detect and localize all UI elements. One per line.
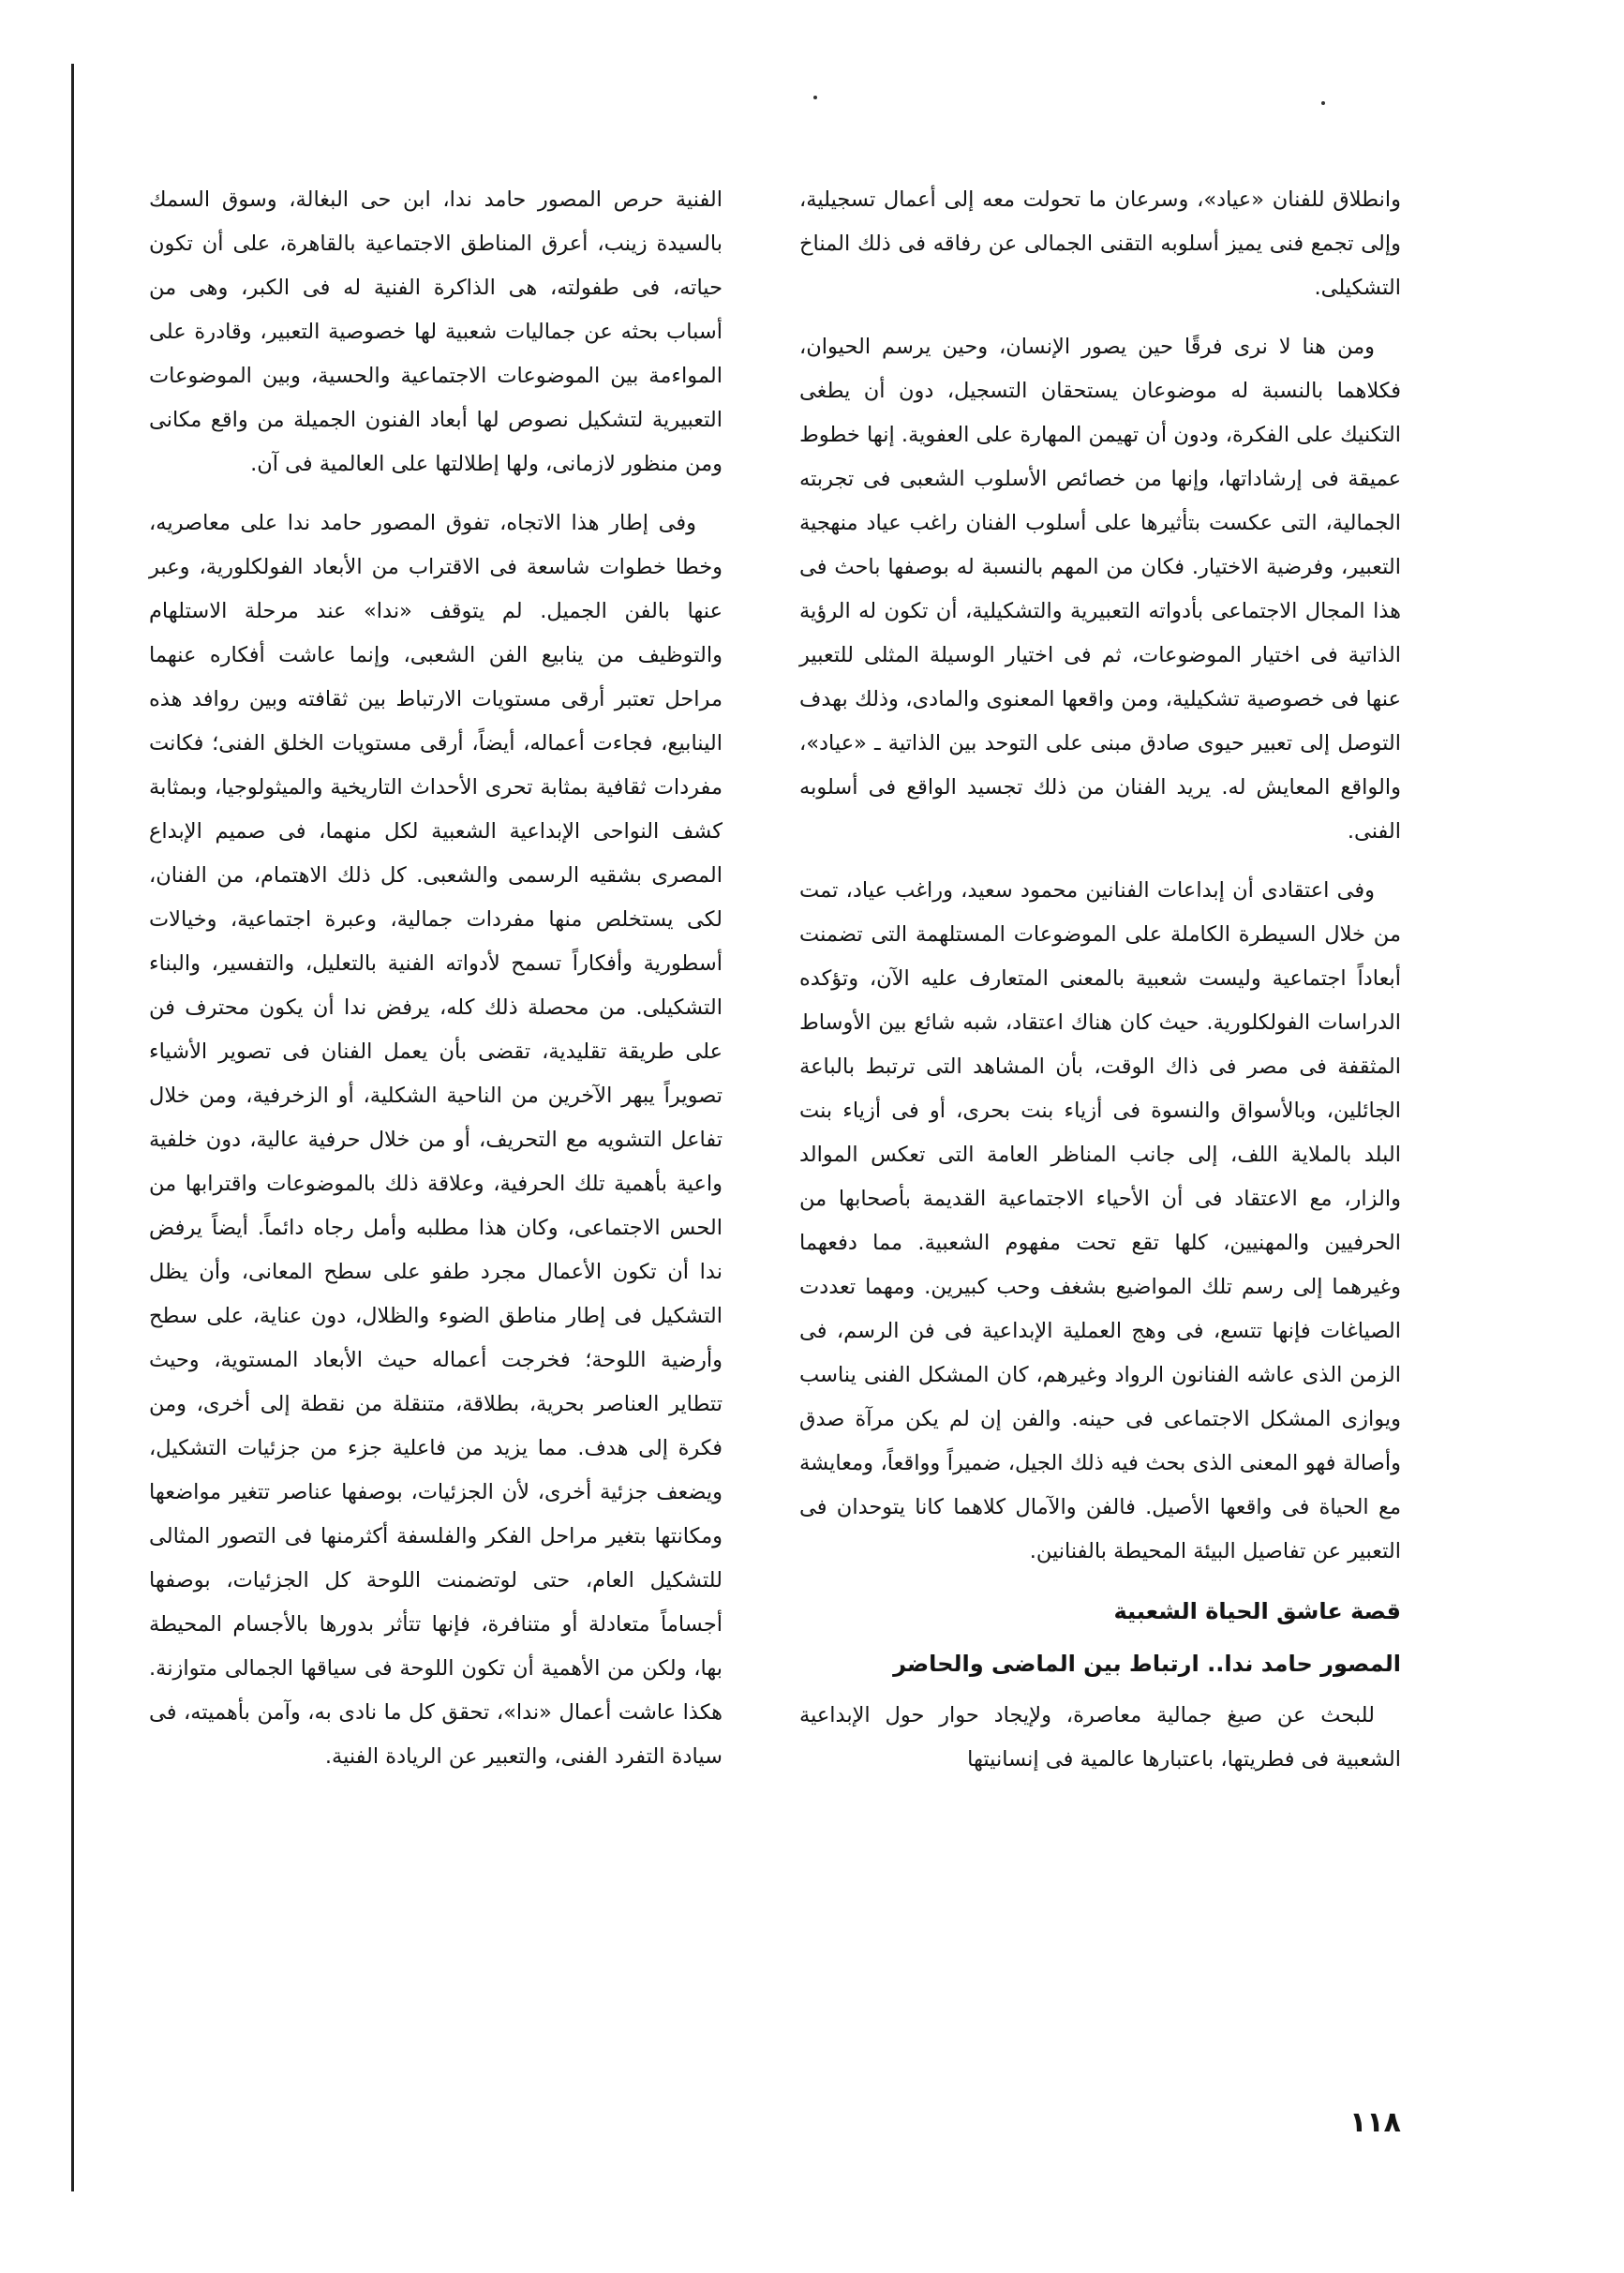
margin-rule [71, 64, 74, 2191]
right-column [799, 178, 1401, 1797]
paragraph: وانطلاق للفنان «عياد»، وسرعان ما تحولت معه إلى أعمال تسجيلية، وإلى تجمع فنى يميز أسلوبه التقنى الجمالى عن رفاقه فى ذلك المناخ التشكيلى. [799, 187, 1401, 300]
scan-speck [1321, 101, 1325, 105]
paragraph: للبحث عن صيغ جمالية معاصرة، ولإيجاد حوار حول الإبداعية الشعبية فى فطريتها، باعتبارها عالمية فى إنسانيتها [799, 1703, 1401, 1772]
paragraph: وفى اعتقادى أن إبداعات الفنانين محمود سعيد، وراغب عياد، تمت من خلال السيطرة الكاملة على الموضوعات المستلهمة التى تضمنت أبعاداً اجتماعية وليست شعبية بالمعنى المتعارف عليه الآن، وتؤكده الدراسات الفولكلورية. حيث كان هناك اعتقاد، شبه شائع بين الأوساط المثقفة فى مصر فى ذاك الوقت، بأن المشاهد التى ترتبط بالباعة الجائلين، وبالأسواق والنسوة فى أزياء بنت بحرى، أو فى أزياء بنت البلد بالملاية اللف، إلى جانب المناظر العامة التى تعكس الموالد والزار، مع الاعتقاد فى أن الأحياء الاجتماعية القديمة بأصحابها من الحرفيين والمهنيين، كلها تقع تحت مفهوم الشعبية. مما دفعهما وغيرهما إلى رسم تلك المواضيع بشغف وحب كبيرين. ومهما تعددت الصياغات فإنها تتسع، فى وهج العملية الإبداعية فى فن الرسم، فى الزمن الذى عاشه الفنانون الرواد وغيرهم، كان المشكل الفنى يناسب ويوازى المشكل الاجتماعى فى حينه. والفن إن لم يكن مرآة صدق وأصالة فهو المعنى الذى بحث فيه ذلك الجيل، ضميراً وواقعاً، ومعايشة مع الحياة فى واقعها الأصيل. فالفن والآمال كلاهما كانا يتوحدان فى التعبير عن تفاصيل البيئة المحيطة بالفنانين. [799, 878, 1401, 1563]
page-number: ١١٨ [1349, 2106, 1401, 2139]
paragraph: الفنية حرص المصور حامد ندا، ابن حى البغالة، وسوق السمك بالسيدة زينب، أعرق المناطق الاجتماعية بالقاهرة، على أن تكون حياته، فى طفولته، هى الذاكرة الفنية له فى الكبر، وهى من أسباب بحثه عن جماليات شعبية لها خصوصية التعبير، وقادرة على المواءمة بين الموضوعات الاجتماعية والحسية، وبين الموضوعات التعبيرية لتشكيل نصوص لها أبعاد الفنون الجميلة من واقع مكانى ومن منظور لازمانى، ولها إطلالتها على العالمية فى آن. [149, 187, 723, 476]
scan-speck [813, 96, 817, 99]
section-heading: قصة عاشق الحياة الشعبية [1113, 1598, 1401, 1624]
paragraph: ومن هنا لا نرى فرقًا حين يصور الإنسان، وحين يرسم الحيوان، فكلاهما بالنسبة له موضوعان يستحقان التسجيل، دون أن يطغى التكنيك على الفكرة، ودون أن تهيمن المهارة على العفوية. إنها خطوط عميقة فى إرشاداتها، وإنها من خصائص الأسلوب الشعبى فى تجربته الجمالية، التى عكست بتأثيرها على أسلوب الفنان راغب عياد منهجية التعبير، وفرضية الاختيار. فكان من المهم بالنسبة له بوصفها باحث فى هذا المجال الاجتماعى بأدواته التعبيرية والتشكيلية، أن تكون له الرؤية الذاتية فى اختيار الموضوعات، ثم فى اختيار الوسيلة المثلى للتعبير عنها فى خصوصية تشكيلية، ومن واقعها المعنوى والمادى، وذلك بهدف التوصل إلى تعبير حيوى صادق مبنى على التوحد بين الذاتية ـ «عياد»، والواقع المعايش له. يريد الفنان من ذلك تجسيد الواقع فى أسلوبه الفنى. [799, 335, 1401, 844]
paragraph: وفى إطار هذا الاتجاه، تفوق المصور حامد ندا على معاصريه، وخطا خطوات شاسعة فى الاقتراب من الأبعاد الفولكلورية، وعبر عنها بالفن الجميل. لم يتوقف «ندا» عند مرحلة الاستلهام والتوظيف من ينابيع الفن الشعبى، وإنما عاشت أفكاره عنهما مراحل تعتبر أرقى مستويات الارتباط بين ثقافته وبين روافد هذه الينابيع، فجاءت أعماله، أيضاً، أرقى مستويات الخلق الفنى؛ فكانت مفردات ثقافية بمثابة تحرى الأحداث التاريخية والميثولوجيا، وبمثابة كشف النواحى الإبداعية الشعبية لكل منهما، فى صميم الإبداع المصرى بشقيه الرسمى والشعبى. كل ذلك الاهتمام، من الفنان، لكى يستخلص منها مفردات جمالية، وعبرة اجتماعية، وخيالات أسطورية وأفكاراً تسمح لأدواته الفنية بالتعليل، والتفسير، والبناء التشكيلى. من محصلة ذلك كله، يرفض ندا أن يكون محترف فن على طريقة تقليدية، تقضى بأن يعمل الفنان فى تصوير الأشياء تصويراً يبهر الآخرين من الناحية الشكلية، أو الزخرفية، ومن خلال تفاعل التشويه مع التحريف، أو من خلال حرفية عالية، دون خلفية واعية بأهمية تلك الحرفية، وعلاقة ذلك بالموضوعات واقترابها من الحس الاجتماعى، وكان هذا مطلبه وأمل رجاه دائماً. أيضاً يرفض ندا أن تكون الأعمال مجرد طفو على سطح المعانى، وأن يظل التشكيل فى إطار مناطق الضوء والظلال، دون عناية، على سطح وأرضية اللوحة؛ فخرجت أعماله حيث الأبعاد المستوية، وحيث تتطاير العناصر بحرية، بطلاقة، متنقلة من نقطة إلى أخرى، ومن فكرة إلى هدف. مما يزيد من فاعلية جزء من جزئيات التشكيل، ويضعف جزئية أخرى، لأن الجزئيات، بوصفها عناصر تتغير مواضعها ومكانتها بتغير مراحل الفكر والفلسفة أكثرمنها فى التصور المثالى للتشكيل العام، حتى لوتضمنت اللوحة كل الجزئيات، بوصفها أجساماً متعادلة أو متنافرة، فإنها تتأثر بدورها بالأجسام المحيطة بها، ولكن من الأهمية أن تكون اللوحة فى سياقها الجمالى متوازنة. هكذا عاشت أعمال «ندا»، تحقق كل ما نادى به، وآمن بأهميته، فى سيادة التفرد الفنى، والتعبير عن الريادة الفنية. [149, 511, 723, 1769]
section-subheading: المصور حامد ندا.. ارتباط بين الماضى والحاضر [893, 1651, 1401, 1677]
left-column [149, 178, 723, 1794]
